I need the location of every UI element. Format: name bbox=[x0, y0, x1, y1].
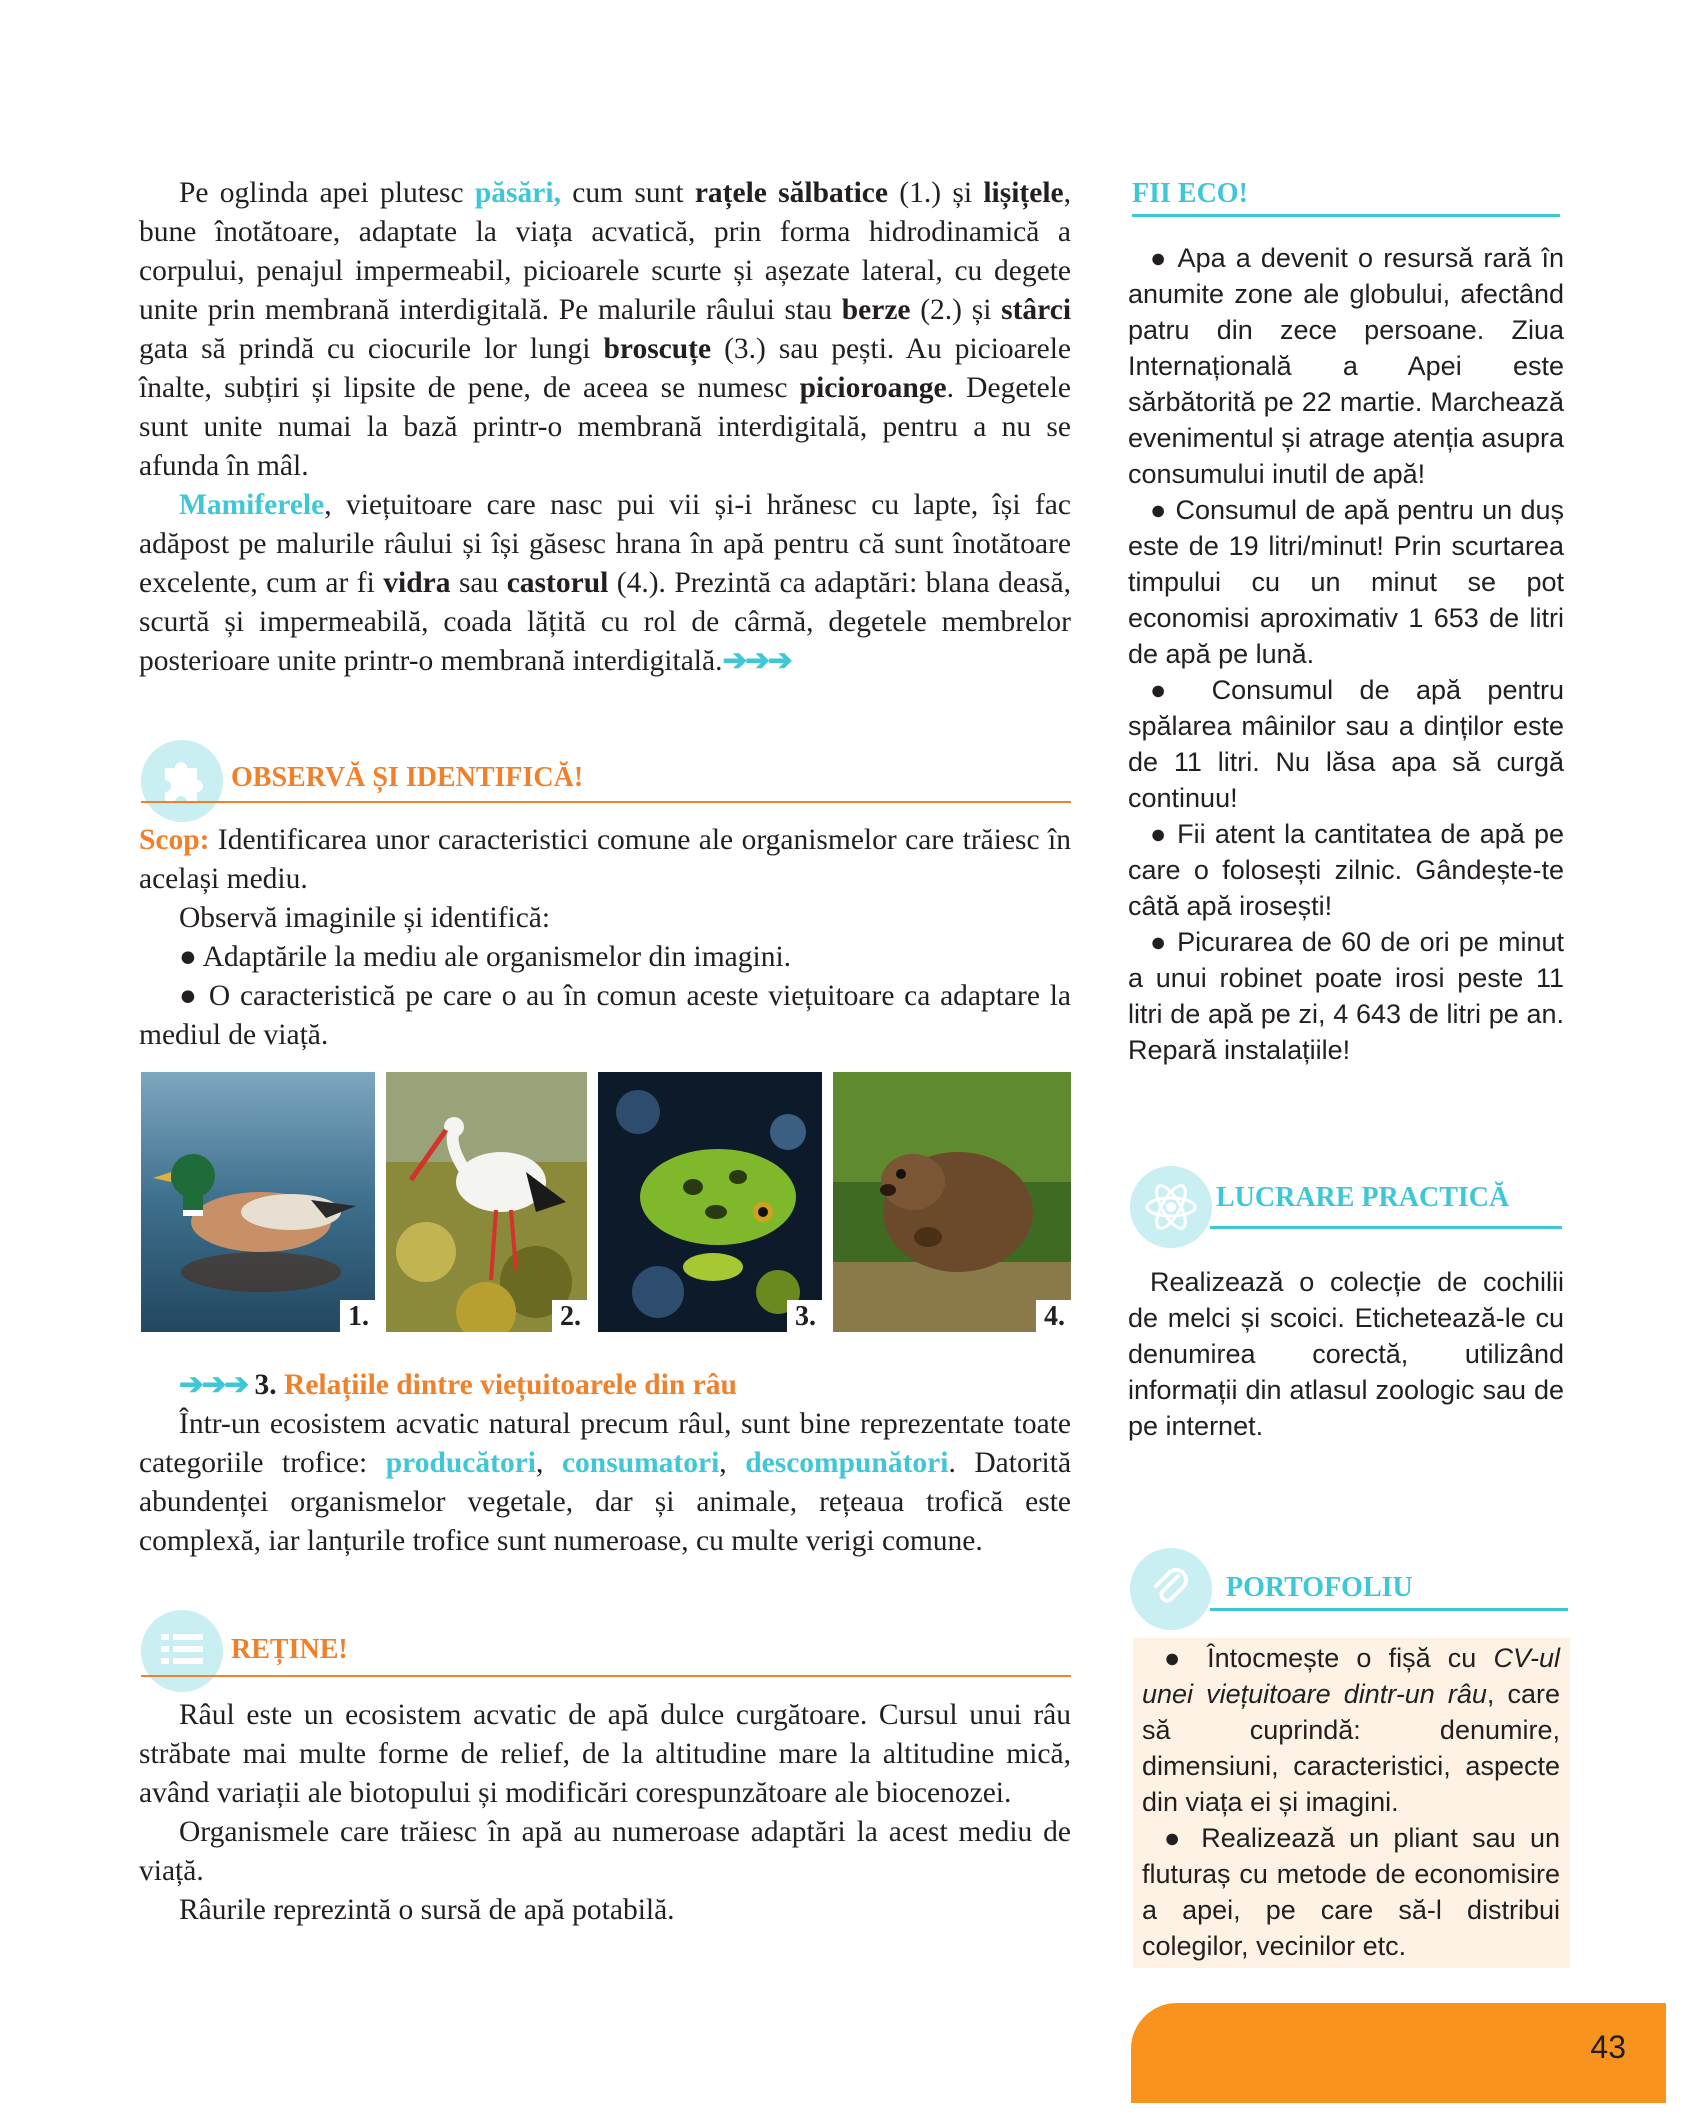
section-3-run: , bbox=[719, 1447, 746, 1479]
intro-p2-run: sau bbox=[450, 567, 507, 599]
arrows-icon: ➔➔➔ bbox=[179, 1369, 248, 1401]
photo-number: 3. bbox=[787, 1300, 822, 1332]
intro-p1-run: (2.) și bbox=[910, 294, 1002, 326]
intro-p1-run: picioroange bbox=[799, 372, 947, 404]
intro-paragraph-1 bbox=[139, 174, 1071, 486]
intro-p1-run: , bune înotătoare, adaptate la viața acvatică, prin forma hidrodinamică a corpului, penajul impermeabil, picioarele scurte și așezate lateral, cu degete unite prin membrană interdigitală. Pe malurile râului stau bbox=[139, 177, 1071, 326]
intro-p1-run: (1.) și bbox=[887, 177, 984, 209]
observa-header bbox=[141, 740, 1073, 820]
lucrare-header bbox=[1130, 1166, 1570, 1246]
section-3-run: descompunători bbox=[745, 1447, 949, 1479]
section-3-run: . Datorită abundenței organismelor vegetale, dar și animale, rețeaua trofică este complexă, iar lanțurile trofice sunt numeroase, cu multe verigi comune. bbox=[139, 1447, 1072, 1557]
lucrare-body bbox=[1128, 1264, 1564, 1444]
intro-p1-run: stârci bbox=[1001, 294, 1072, 326]
fii-eco-title: FII ECO! bbox=[1132, 178, 1248, 209]
page-number: 43 bbox=[1590, 2029, 1626, 2065]
fii-eco-item-2: ● Consumul de apă pentru un duș este de 19 litri/minut! Prin scurtarea timpului cu un minut se pot economisi aproximativ 1 653 de litri de apă pe lună. bbox=[1128, 495, 1564, 669]
intro-p2-run: (4.). Prezintă ca adaptări: blana deasă, scurtă și impermeabilă, coada lățită cu rol de cârmă, degetele membrelor posterioare unite printr-o membrană interdigitală. bbox=[139, 567, 1071, 677]
intro-p2-run: , viețuitoare care nasc pui vii și-i hrănesc cu lapte, își fac adăpost pe malurile râului și își găsesc hrana în apă pentru că sunt înotătoare excelente, cum ar fi bbox=[139, 489, 1071, 599]
photo-stork bbox=[386, 1072, 587, 1332]
section-3-run: producători bbox=[385, 1447, 537, 1479]
observa-body bbox=[139, 821, 1071, 1055]
section-3-run: , bbox=[536, 1447, 562, 1479]
retine-paragraph-2: Organismele care trăiesc în apă au numeroase adaptări la acest mediu de viață. bbox=[139, 1816, 1071, 1887]
photo-frog bbox=[598, 1072, 822, 1332]
portofoliu-item-1: ● Întocmește o fișă cu CV-ul unei viețuitoare dintr-un râu, care să cuprindă: denumire, dimensiuni, caracteristici, aspecte din viața ei și imagini. bbox=[1142, 1643, 1560, 1817]
portofoliu-divider bbox=[1210, 1608, 1568, 1611]
photo-number: 4. bbox=[1036, 1300, 1071, 1332]
portofoliu-item-2: ● Realizează un pliant sau un fluturaș cu metode de economisire a apei, pe care să-l distribui colegilor, vecinilor etc. bbox=[1142, 1823, 1560, 1961]
retine-paragraph-1: Râul este un ecosistem acvatic de apă dulce curgătoare. Cursul unui râu străbate mai multe forme de relief, de la altitudine mare la altitudine mică, având variații ale biotopului și modificări corespunzătoare ale biocenozei. bbox=[139, 1699, 1071, 1809]
intro-p1-run: păsări, bbox=[474, 177, 561, 209]
main-column bbox=[139, 174, 1071, 681]
scope-label: Scop: bbox=[139, 824, 210, 856]
observa-instruction: Observă imaginile și identifică: bbox=[179, 902, 551, 934]
intro-p1-run: Pe oglinda apei plutesc bbox=[179, 177, 475, 209]
intro-p1-run: cum sunt bbox=[560, 177, 695, 209]
arrows-icon: ➔➔➔ bbox=[722, 645, 791, 677]
retine-paragraph-3: Râurile reprezintă o sursă de apă potabilă. bbox=[179, 1894, 675, 1926]
lucrare-title: LUCRARE PRACTICĂ bbox=[1216, 1182, 1510, 1213]
fii-eco-item-4: ● Fii atent la cantitatea de apă pe care o folosești zilnic. Gândește-te câtă apă irosești! bbox=[1128, 819, 1564, 921]
portofoliu-title: PORTOFOLIU bbox=[1226, 1572, 1413, 1603]
fii-eco-body bbox=[1128, 240, 1564, 1068]
list-icon bbox=[141, 1610, 223, 1692]
atom-icon bbox=[1130, 1166, 1212, 1248]
fii-eco-item-5: ● Picurarea de 60 de ori pe minut a unui robinet poate irosi peste 11 litri de apă pe zi, 4 643 de litri pe an. Repară instalațiile! bbox=[1128, 927, 1564, 1065]
intro-p1-run: rațele sălbatice bbox=[694, 177, 888, 209]
observa-scope bbox=[139, 821, 1071, 899]
section-3-title: Relațiile dintre viețuitoarele din râu bbox=[284, 1369, 737, 1401]
photo-number: 1. bbox=[340, 1300, 375, 1332]
cv-emphasis: CV-ul unei viețuitoare dintr-un râu bbox=[1142, 1643, 1560, 1709]
portofoliu-header bbox=[1130, 1548, 1570, 1628]
intro-p2-run: vidra bbox=[383, 567, 451, 599]
fii-eco-item-3: ● Consumul de apă pentru spălarea mâinilor sau a dinților este de 11 litri. Nu lăsa apa să curgă continuu! bbox=[1128, 675, 1564, 813]
fii-eco-divider bbox=[1132, 214, 1560, 217]
scope-text: Identificarea unor caracteristici comune ale organismelor care trăiesc în același mediu. bbox=[139, 824, 1071, 895]
section-3-run: consumatori bbox=[561, 1447, 720, 1479]
observa-divider bbox=[141, 801, 1071, 803]
section-3-number: 3. bbox=[254, 1369, 277, 1401]
lucrare-text: Realizează o colecție de cochilii de melci și scoici. Etichetează-le cu denumirea corectă, utilizând informații din atlasul zoologic sau de pe internet. bbox=[1128, 1267, 1564, 1441]
section-3 bbox=[139, 1366, 1071, 1561]
intro-p2-run: castorul bbox=[506, 567, 609, 599]
intro-p1-run: (3.) sau pești. Au picioarele înalte, subțiri și lipsite de pene, de aceea se numesc bbox=[139, 333, 1071, 404]
photo-beaver bbox=[833, 1072, 1071, 1332]
intro-p2-run: Mamiferele bbox=[179, 489, 325, 521]
page-number-tab bbox=[1131, 2003, 1666, 2103]
retine-title: REȚINE! bbox=[231, 1634, 348, 1665]
intro-paragraph-2 bbox=[139, 486, 1071, 681]
section-3-text bbox=[139, 1405, 1071, 1561]
section-3-heading bbox=[139, 1366, 1071, 1405]
retine-header bbox=[141, 1610, 1073, 1690]
observa-bullet-1: ● Adaptările la mediu ale organismelor din imagini. bbox=[179, 941, 792, 973]
retine-divider bbox=[141, 1675, 1071, 1677]
intro-p1-run: . Degetele sunt unite numai la bază printr-o membrană interdigitală, pentru a nu se afunda în mâl. bbox=[139, 372, 1071, 482]
paperclip-icon bbox=[1130, 1548, 1212, 1630]
intro-p1-run: broscuțe bbox=[603, 333, 712, 365]
section-3-run: Într-un ecosistem acvatic natural precum râul, sunt bine reprezentate toate categoriile trofice: bbox=[139, 1408, 1071, 1479]
fii-eco-item-1: ● Apa a devenit o resursă rară în anumite zone ale globului, afectând patru din zece persoane. Ziua Internațională a Apei este sărbătorită pe 22 martie. Marchează evenimentul și atrage atenția asupra consumului inutil de apă! bbox=[1128, 243, 1564, 489]
lucrare-divider bbox=[1210, 1226, 1562, 1229]
portofoliu-body bbox=[1142, 1640, 1560, 1964]
retine-body bbox=[139, 1696, 1071, 1930]
photo-number: 2. bbox=[552, 1300, 587, 1332]
intro-p1-run: lișițele bbox=[983, 177, 1064, 209]
puzzle-icon bbox=[141, 740, 223, 822]
observa-title: OBSERVĂ ȘI IDENTIFICĂ! bbox=[231, 762, 584, 793]
photo-duck bbox=[141, 1072, 375, 1332]
intro-p1-run: gata să prindă cu ciocurile lor lungi bbox=[139, 333, 604, 365]
intro-p1-run: berze bbox=[841, 294, 911, 326]
observa-bullet-2: ● O caracteristică pe care o au în comun aceste viețuitoare ca adaptare la mediul de viață. bbox=[139, 980, 1071, 1051]
